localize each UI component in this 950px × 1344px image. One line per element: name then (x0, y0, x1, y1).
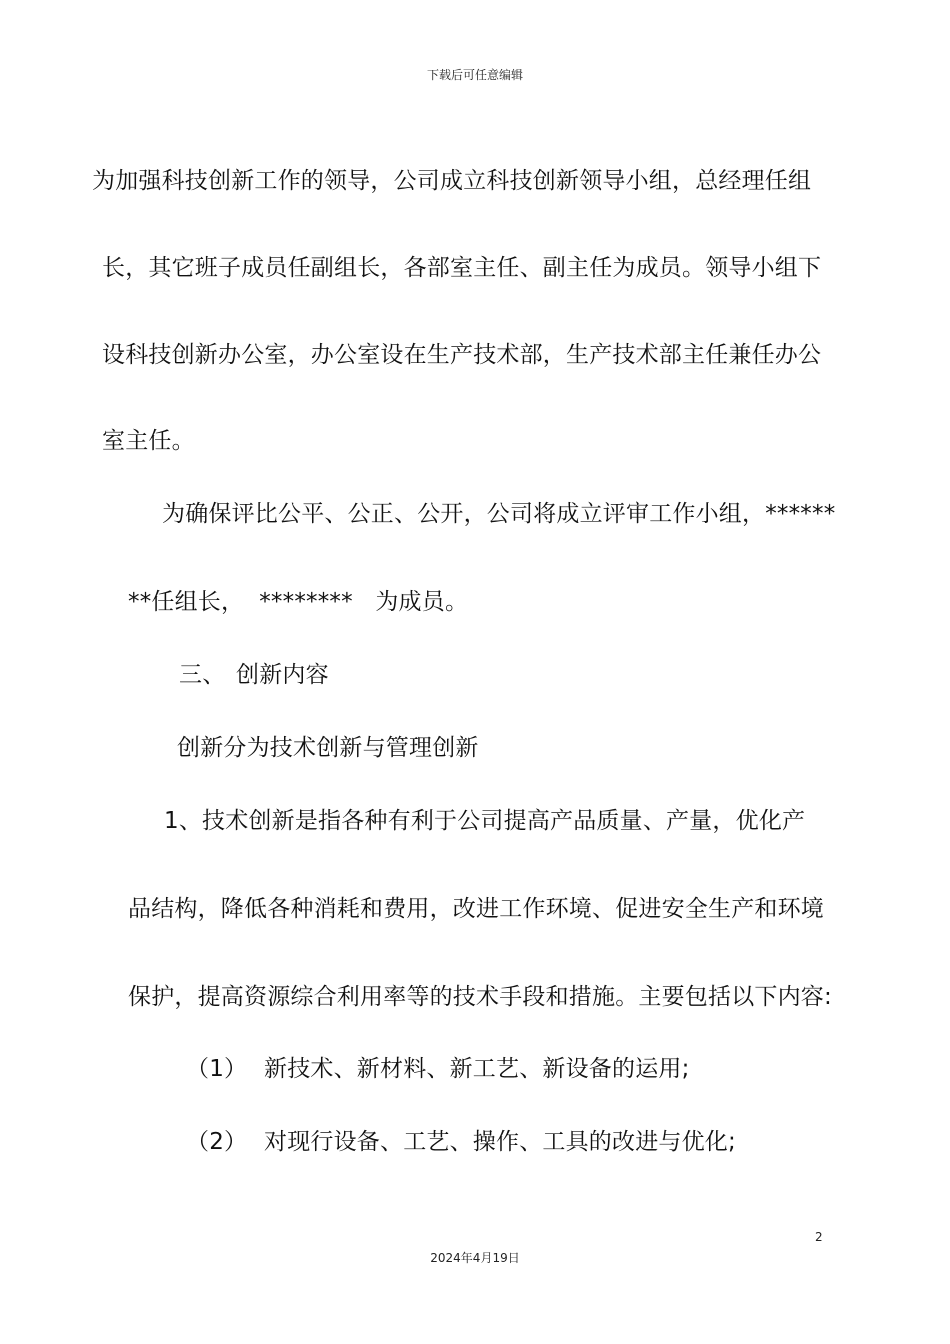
list-item-line: 1、技术创新是指各种有利于公司提高产品质量、产量，优化产 (164, 808, 806, 834)
paragraph-line: 为确保评比公平、公正、公开，公司将成立评审工作小组，****** (162, 501, 836, 527)
sub-item-number: （1） (186, 1056, 248, 1082)
footer-date: 2024年4月19日 (430, 1251, 520, 1265)
list-item-line: 品结构，降低各种消耗和费用，改进工作环境、促进安全生产和环境 (128, 896, 824, 922)
paragraph-line: 设科技创新办公室，办公室设在生产技术部，生产技术部主任兼任办公 (102, 342, 822, 368)
paragraph-line: 为加强科技创新工作的领导，公司成立科技创新领导小组，总经理任组 (92, 168, 812, 194)
section-title: 创新内容 (236, 662, 329, 688)
list-item-line: 保护，提高资源综合利用率等的技术手段和措施。主要包括以下内容: (128, 984, 832, 1010)
paragraph-line: **任组长， ******** 为成员。 (128, 589, 469, 615)
page-header: 下载后可任意编辑 (426, 68, 523, 82)
page-number: 2 (815, 1230, 823, 1244)
section-intro: 创新分为技术创新与管理创新 (177, 735, 479, 761)
sub-item-number: （2） (186, 1129, 248, 1155)
sub-item-text: 新技术、新材料、新工艺、新设备的运用; (264, 1056, 690, 1082)
paragraph-line: 室主任。 (102, 428, 195, 454)
paragraph-line: 长，其它班子成员任副组长，各部室主任、副主任为成员。领导小组下 (102, 255, 822, 281)
sub-item-text: 对现行设备、工艺、操作、工具的改进与优化; (264, 1129, 736, 1155)
section-number: 三、 (179, 662, 226, 688)
